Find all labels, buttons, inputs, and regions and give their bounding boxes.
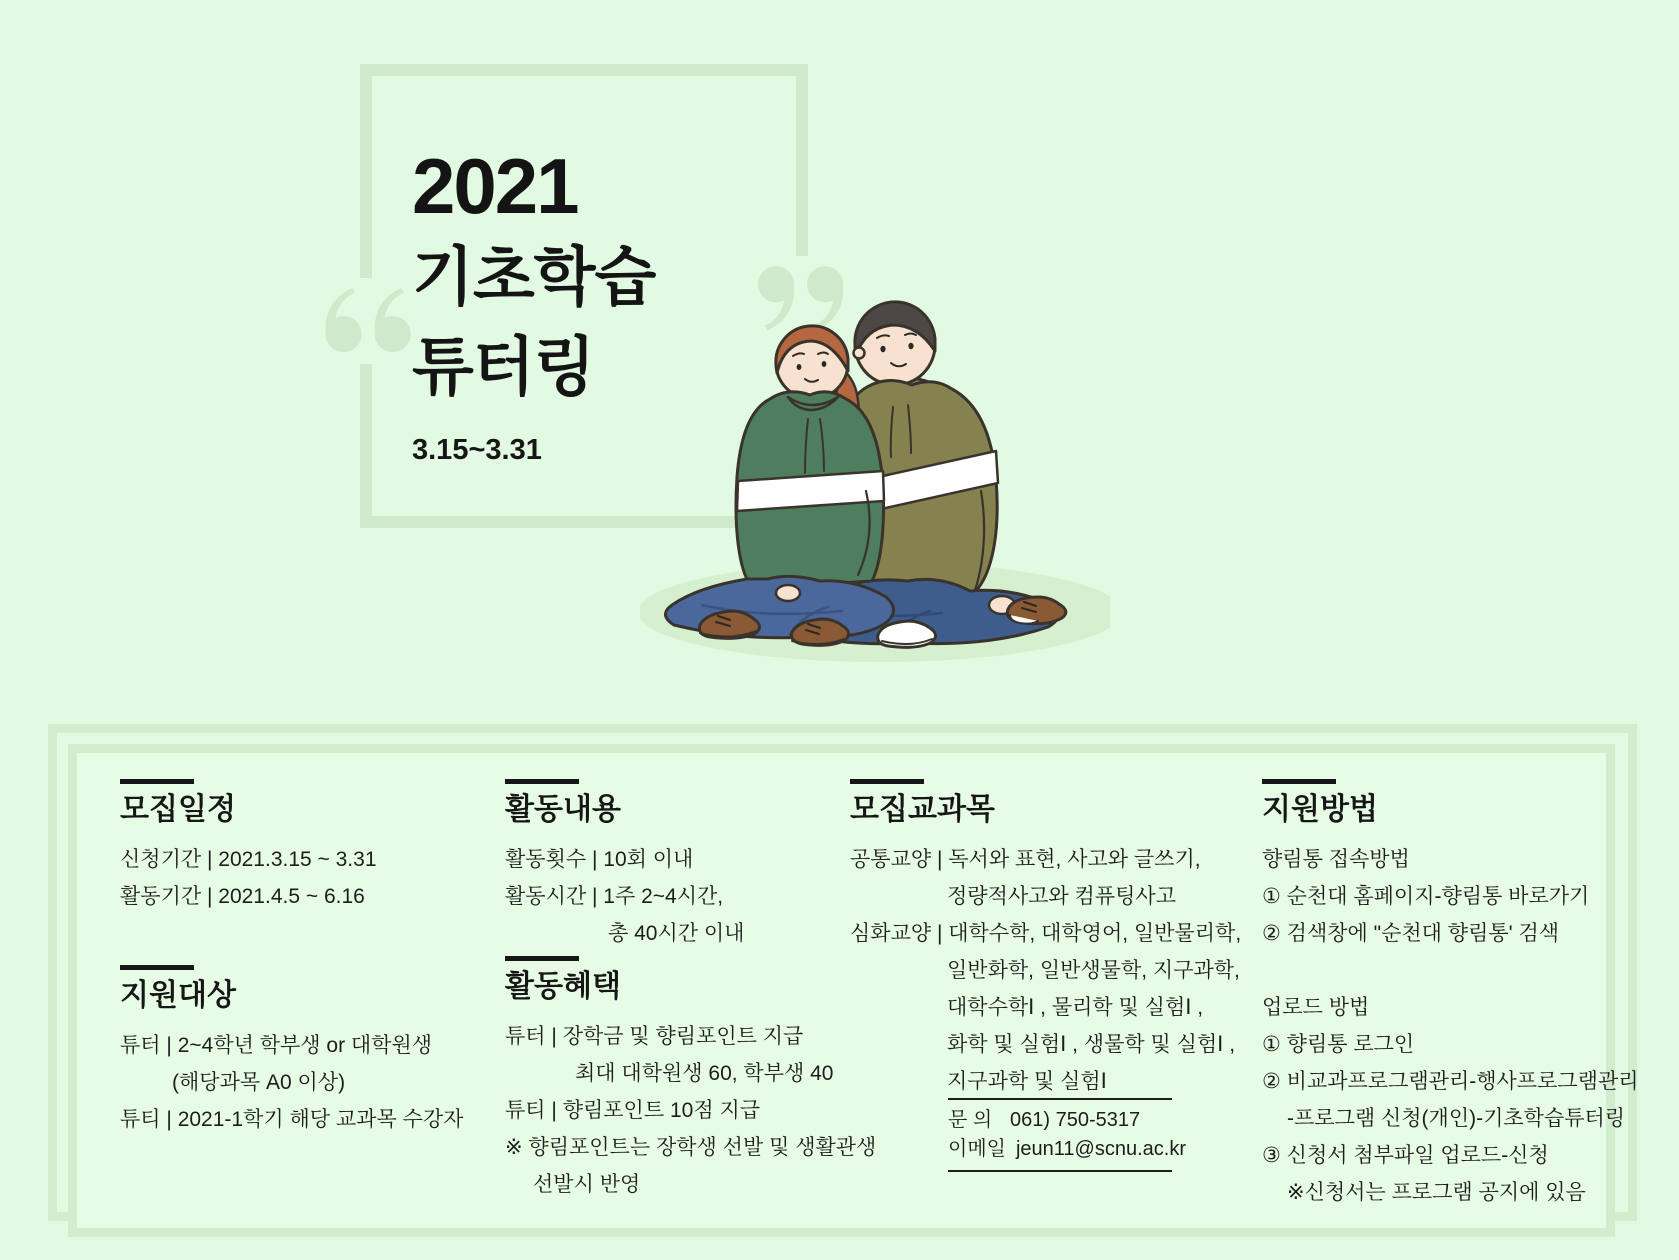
section-overline (1262, 779, 1336, 784)
contact-email-address: jeun11@scnu.ac.kr (1015, 1138, 1186, 1160)
info-line: 활동횟수 | 10회 이내 (505, 848, 694, 871)
panel-column-3 (850, 0, 1240, 1260)
info-line: 정량적사고와 컴퓨팅사고 (947, 885, 1176, 908)
section-overline (120, 779, 194, 784)
section-overline (120, 965, 194, 970)
info-line: ※신청서는 프로그램 공지에 있음 (1287, 1181, 1586, 1204)
info-line: -프로그램 신청(개인)-기초학습튜터링 (1287, 1107, 1626, 1130)
contact-block (948, 1098, 1186, 1172)
section-subjects (850, 779, 1241, 1100)
section-title: 지원방법 (1262, 793, 1378, 826)
info-line: 지구과학 및 실험Ⅰ (947, 1070, 1107, 1093)
info-line: 활동기간 | 2021.4.5 ~ 6.16 (120, 885, 365, 908)
section-benefits (505, 956, 876, 1203)
panel-column-4 (1262, 0, 1667, 1260)
info-line: ① 향림통 로그인 (1262, 1033, 1415, 1056)
info-line: 향림통 접속방법 (1262, 848, 1410, 871)
section-title: 활동혜택 (505, 970, 621, 1003)
contact-email-label: 이메일 (948, 1138, 1006, 1160)
info-line: ※ 향림포인트는 장학생 선발 및 생활관생 (505, 1136, 877, 1159)
panel-column-1 (120, 0, 500, 1260)
section-overline (850, 779, 924, 784)
section-title: 모집교과목 (850, 793, 995, 826)
section-overline (505, 779, 579, 784)
section-title: 활동내용 (505, 793, 621, 826)
info-line: 활동시간 | 1주 2~4시간, (505, 885, 724, 908)
info-line: 심화교양 | 대학수학, 대학영어, 일반물리학, (850, 922, 1242, 945)
info-line: 일반화학, 일반생물학, 지구과학, (947, 959, 1240, 982)
contact-phone-number: 061) 750-5317 (1010, 1109, 1141, 1131)
spacer-line (1262, 952, 1639, 989)
contact-rule-bottom (948, 1170, 1172, 1172)
info-line: 화학 및 실험Ⅰ , 생물학 및 실험Ⅰ , (947, 1033, 1236, 1056)
info-line: 튜터 | 2~4학년 학부생 or 대학원생 (120, 1034, 433, 1057)
section-apply (1262, 779, 1639, 1211)
info-line: ① 순천대 홈페이지-향림통 바로가기 (1262, 885, 1590, 908)
info-line: 튜터 | 장학금 및 향림포인트 지급 (505, 1025, 804, 1048)
panel-column-2 (505, 0, 877, 1260)
info-line: ② 비교과프로그램관리-행사프로그램관리 (1262, 1070, 1639, 1093)
info-line: ③ 신청서 첨부파일 업로드-신청 (1262, 1144, 1549, 1167)
info-line: 튜티 | 2021-1학기 해당 교과목 수강자 (120, 1108, 464, 1131)
section-schedule (120, 779, 377, 915)
section-overline (505, 956, 579, 961)
section-activity (505, 779, 744, 952)
info-line: (해당과목 A0 이상) (172, 1071, 346, 1094)
info-line: 대학수학Ⅰ , 물리학 및 실험Ⅰ , (947, 996, 1204, 1019)
section-title: 지원대상 (120, 979, 236, 1012)
info-line: 신청기간 | 2021.3.15 ~ 3.31 (120, 848, 377, 871)
info-line: 총 40시간 이내 (608, 922, 745, 945)
contact-phone (948, 1106, 1172, 1135)
title-line-2: 튜터링 (412, 331, 595, 403)
info-line: 튜티 | 향림포인트 10점 지급 (505, 1099, 761, 1122)
section-title: 모집일정 (120, 793, 236, 826)
title-year: 2021 (412, 142, 578, 230)
info-line: 공통교양 | 독서와 표현, 사고와 글쓰기, (850, 848, 1201, 871)
section-eligibility (120, 965, 463, 1138)
info-line: 업로드 방법 (1262, 996, 1370, 1019)
info-line: ② 검색창에 "순천대 향림통' 검색 (1262, 922, 1560, 945)
title-line-1: 기초학습 (412, 241, 656, 313)
contact-phone-label: 문 의 (948, 1109, 993, 1131)
title-date: 3.15~3.31 (412, 434, 542, 466)
info-line: 선발시 반영 (533, 1173, 641, 1196)
info-line: 최대 대학원생 60, 학부생 40 (575, 1062, 834, 1085)
contact-email (948, 1135, 1186, 1164)
